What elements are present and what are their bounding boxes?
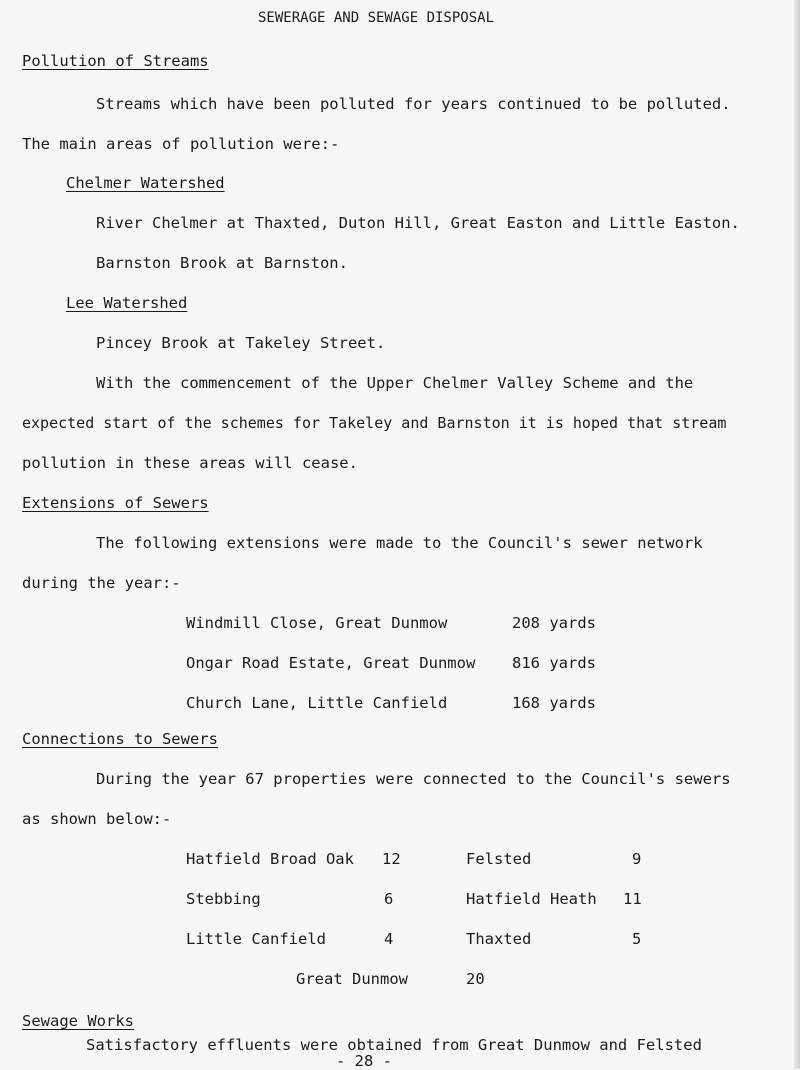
connection-count: 4 <box>384 930 394 948</box>
sewage-works-heading: Sewage Works <box>22 1012 134 1030</box>
connections-intro-line2: as shown below:- <box>22 810 172 828</box>
connection-count: 6 <box>384 890 394 908</box>
connection-count: 9 <box>632 850 642 868</box>
connection-place: Hatfield Broad Oak <box>186 850 354 868</box>
page-title: SEWERAGE AND SEWAGE DISPOSAL <box>258 10 495 26</box>
lee-item-1: Pincey Brook at Takeley Street. <box>96 334 386 352</box>
sewage-works-line1: Satisfactory effluents were obtained from Great Dunmow and Felsted <box>86 1036 702 1054</box>
extensions-intro-line1: The following extensions were made to the Council's sewer network <box>96 534 703 552</box>
extension-length: 208 yards <box>512 614 596 632</box>
extension-length: 816 yards <box>512 654 596 672</box>
connections-intro-line1: During the year 67 properties were connected to the Council's sewers <box>96 770 731 788</box>
extension-length: 168 yards <box>512 694 596 712</box>
extension-place: Ongar Road Estate, Great Dunmow <box>186 654 476 672</box>
extensions-intro-line2: during the year:- <box>22 574 181 592</box>
chelmer-watershed-heading: Chelmer Watershed <box>66 174 225 192</box>
pollution-intro-line2: The main areas of pollution were:- <box>22 135 340 153</box>
pollution-para-line2: expected start of the schemes for Takeley and Barnston it is hoped that stream <box>22 414 727 432</box>
pollution-heading: Pollution of Streams <box>22 52 209 70</box>
page-edge-shadow <box>794 0 800 1069</box>
connection-count: 5 <box>632 930 642 948</box>
connection-place: Little Canfield <box>186 930 326 948</box>
page-number: - 28 - <box>336 1052 392 1070</box>
lee-watershed-heading: Lee Watershed <box>66 294 188 312</box>
connection-place: Great Dunmow <box>296 970 408 988</box>
chelmer-item-2: Barnston Brook at Barnston. <box>96 254 348 272</box>
connection-count: 20 <box>466 970 485 988</box>
connections-heading: Connections to Sewers <box>22 730 218 748</box>
pollution-intro-line1: Streams which have been polluted for years continued to be polluted. <box>96 95 731 113</box>
extension-place: Church Lane, Little Canfield <box>186 694 448 712</box>
extension-place: Windmill Close, Great Dunmow <box>186 614 448 632</box>
connection-count: 11 <box>623 890 642 908</box>
connection-place: Felsted <box>466 850 532 868</box>
pollution-para-line3: pollution in these areas will cease. <box>22 454 358 472</box>
connection-place: Thaxted <box>466 930 532 948</box>
chelmer-item-1: River Chelmer at Thaxted, Duton Hill, Great Easton and Little Easton. <box>96 214 740 232</box>
extensions-heading: Extensions of Sewers <box>22 494 209 512</box>
connection-place: Hatfield Heath <box>466 890 597 908</box>
pollution-para-line1: With the commencement of the Upper Chelmer Valley Scheme and the <box>96 374 694 392</box>
connection-place: Stebbing <box>186 890 261 908</box>
connection-count: 12 <box>382 850 401 868</box>
